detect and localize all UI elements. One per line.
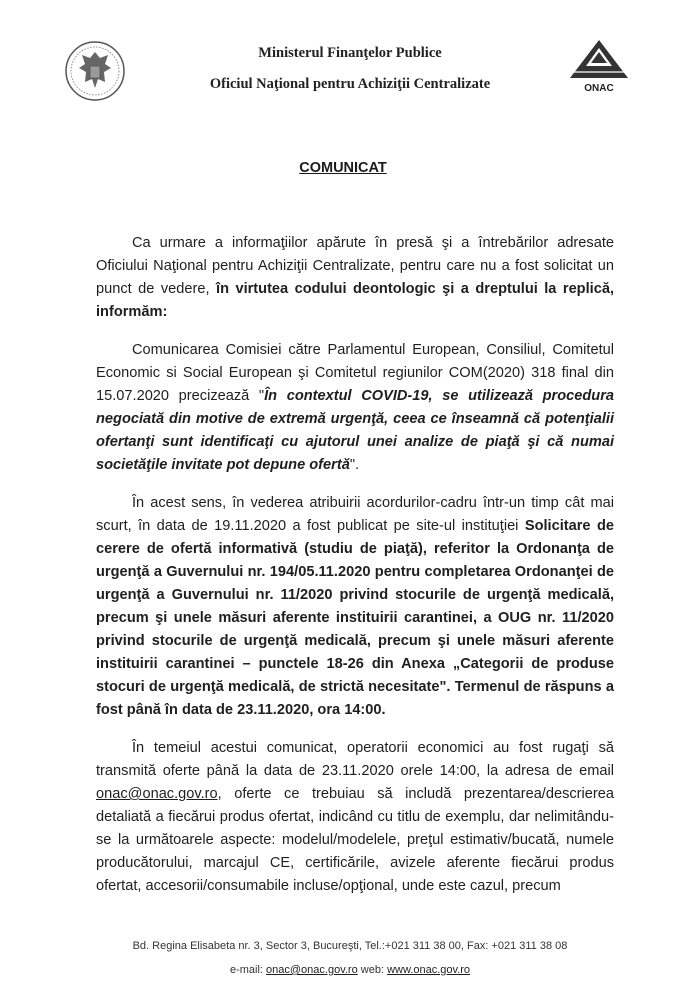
footer-web-link[interactable]: www.onac.gov.ro xyxy=(387,964,471,976)
paragraph-text: Comunicarea Comisiei către Parlamentul European, Consiliul, Comitetul Economic si Social European şi Comitetul regiunilor COM(2020) 318 final din 15.07.2020 precizează " xyxy=(96,342,614,404)
paragraph-bold-text: Solicitare de cerere de ofertă informativă (studiu de piaţă), referitor la Ordonanţa de urgenţă a Guvernului nr. 194/05.11.2020 pentru completarea Ordonanţei de urgenţă a Guvernului nr. 11/2020 privind stocurile de urgenţă medicală, precum şi unele măsuri aferente instituirii carantinei, a OUG nr. 11/2020 privind stocurile de urgenţă medicală, precum şi unele măsuri aferente instituirii carantinei – punctele 18-26 din Anexa „Categorii de produse stocuri de urgenţă medicală, de strictă necesitate". Termenul de răspuns a fost până în data de 23.11.2020, ora 14:00. xyxy=(96,518,614,718)
document-body xyxy=(96,232,614,910)
paragraph-2 xyxy=(96,339,614,477)
paragraph-bold-text: în virtutea codului deontologic şi a dreptului la replică, informăm: xyxy=(96,281,614,320)
paragraph-3 xyxy=(96,492,614,722)
footer-email-label: e-mail: xyxy=(229,964,267,976)
ministry-name: Ministerul Finanţelor Publice xyxy=(258,45,442,61)
email-link[interactable]: onac@onac.gov.ro xyxy=(96,786,218,802)
document-title: COMUNICAT xyxy=(299,160,387,176)
footer-contact xyxy=(0,964,700,976)
paragraph-text: În acest sens, în vederea atribuirii acordurilor-cadru într-un timp cât mai scurt, în data de 19.11.2020 a fost publicat pe site-ul instituţiei xyxy=(96,495,614,534)
footer-email-link[interactable]: onac@onac.gov.ro xyxy=(266,964,358,976)
onac-logo-icon xyxy=(566,38,632,94)
paragraph-text: , oferte ce trebuiau să includă prezentarea/descrierea detaliată a fiecărui produs ofertat, indicând cu titlu de exemplu, dar nelimitându-se la următoarele aspecte: modelul/modelele, preţul estimativ/bucată, numele producătorului, marcajul CE, certificările, avizele aferente fiecărui produs ofertat, accesorii/consumabile incluse/opţional, unde este cazul, precum xyxy=(96,786,614,894)
footer-address: Bd. Regina Elisabeta nr. 3, Sector 3, Bucureşti, Tel.:+021 311 38 00, Fax: +021 311 38 08 xyxy=(132,940,568,952)
letterhead xyxy=(0,0,700,110)
paragraph-text: Ca urmare a informaţiilor apărute în presă şi a întrebărilor adresate Oficiului Naţional pentru Achiziţii Centralizate, pentru care nu a fost solicitat un punct de vedere, xyxy=(96,235,614,297)
office-name: Oficiul Naţional pentru Achiziţii Centralizate xyxy=(209,76,491,92)
paragraph-text: În temeiul acestui comunicat, operatorii economici au fost rugaţi să transmită oferte până la data de 23.11.2020 orele 14:00, la adresa de email xyxy=(96,740,614,779)
paragraph-bold-italic-quote: În contextul COVID-19, se utilizează procedura negociată din motive de extremă urgenţă, ceea ce înseamnă că potenţialii ofertanţi sunt identificaţi cu ajutorul unei analize de piaţă şi că numai societăţile invitate pot depune ofertă xyxy=(96,388,614,473)
footer-web-label: web: xyxy=(357,964,388,976)
paragraph-4 xyxy=(96,737,614,898)
onac-logo-text: ONAC xyxy=(584,83,614,94)
paragraph-text: ". xyxy=(349,457,360,473)
paragraph-1 xyxy=(96,232,614,324)
